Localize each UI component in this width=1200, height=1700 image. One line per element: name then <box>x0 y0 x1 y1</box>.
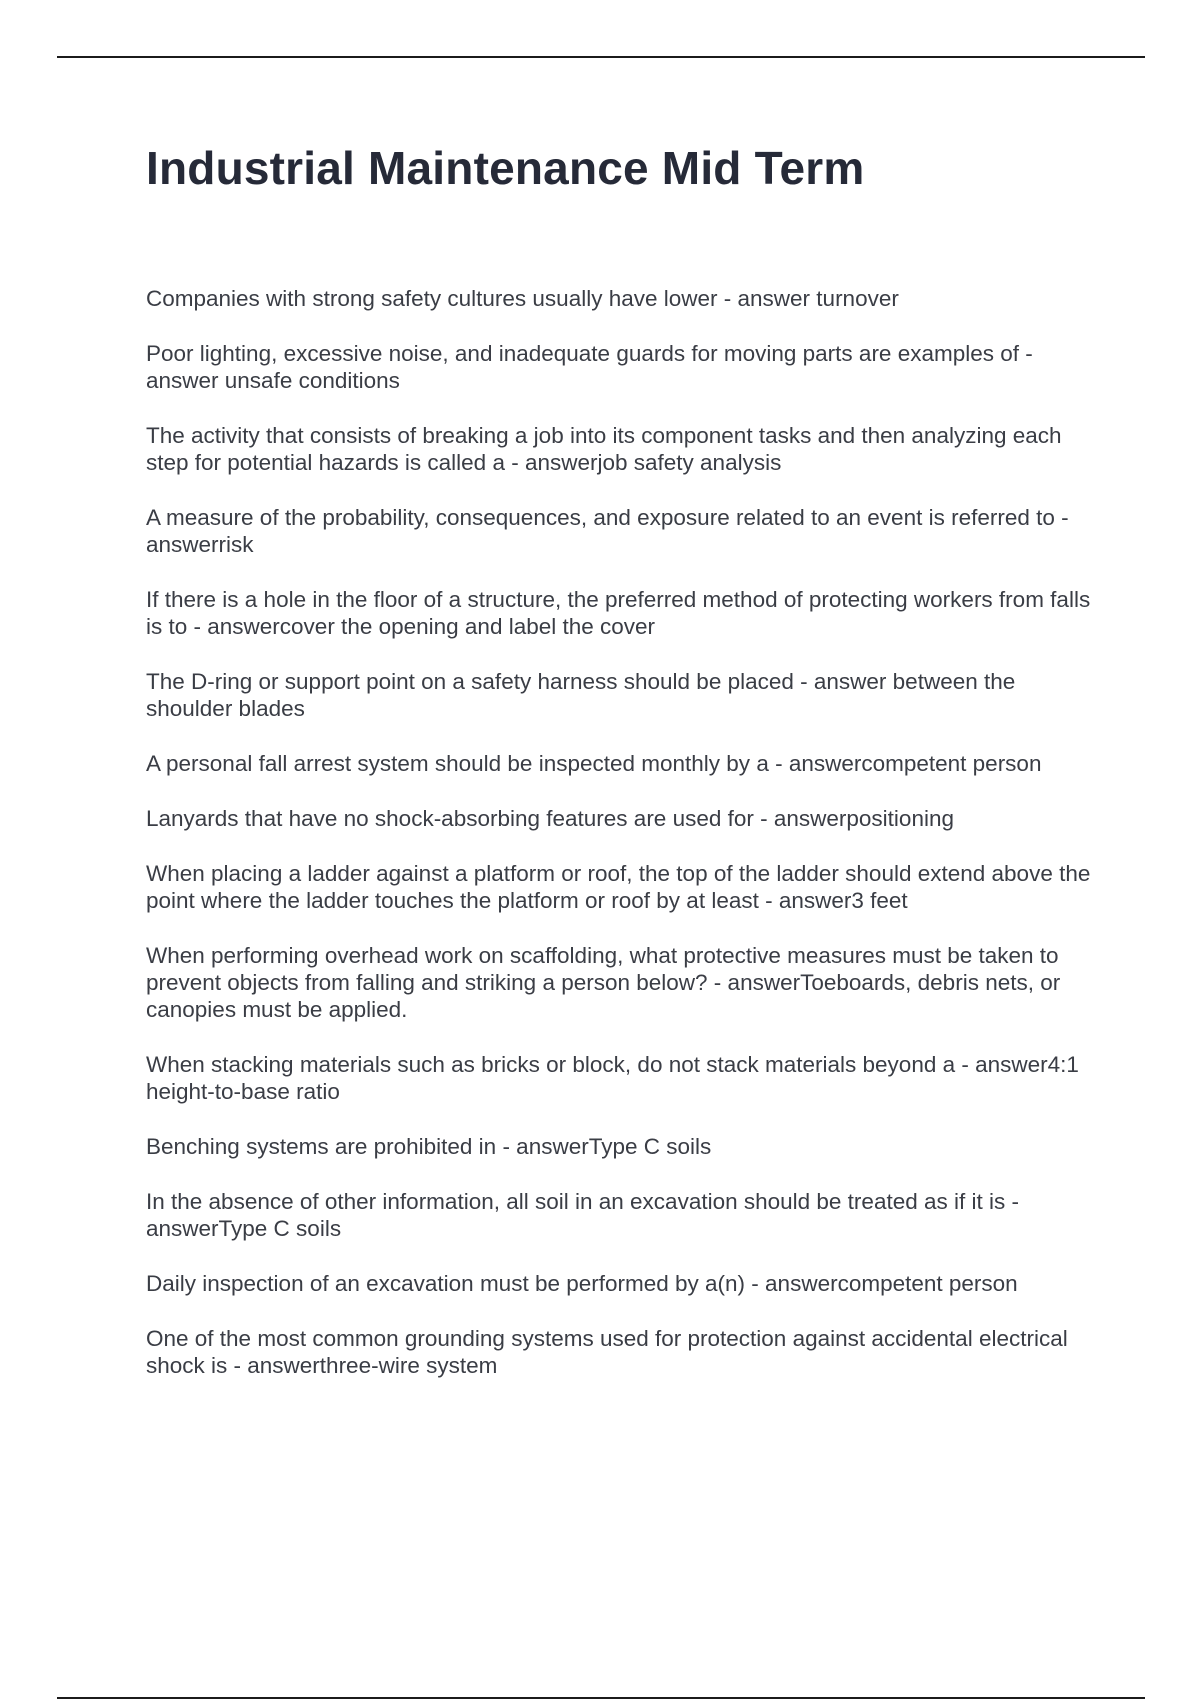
question-answer-item: A personal fall arrest system should be inspected monthly by a - answercompetent person <box>146 751 1042 776</box>
question-answer-item: The D-ring or support point on a safety harness should be placed - answer between the shoulder blades <box>146 669 1016 721</box>
top-rule <box>57 56 1145 58</box>
question-answer-item: Poor lighting, excessive noise, and inadequate guards for moving parts are examples of - answer unsafe conditions <box>146 341 1033 393</box>
bottom-rule <box>57 1697 1145 1699</box>
question-answer-item: When performing overhead work on scaffolding, what protective measures must be taken to prevent objects from falling and striking a person below? - answerToeboards, debris nets, or canopies must be applied. <box>146 943 1061 1022</box>
question-answer-item: In the absence of other information, all soil in an excavation should be treated as if it is - answerType C soils <box>146 1189 1019 1241</box>
question-answer-list <box>146 285 1096 1407</box>
question-answer-item: When placing a ladder against a platform or roof, the top of the ladder should extend above the point where the ladder touches the platform or roof by at least - answer3 feet <box>146 861 1091 913</box>
question-answer-item: Lanyards that have no shock-absorbing features are used for - answerpositioning <box>146 806 954 831</box>
question-answer-item: Daily inspection of an excavation must be performed by a(n) - answercompetent person <box>146 1271 1018 1296</box>
question-answer-item: The activity that consists of breaking a job into its component tasks and then analyzing each step for potential hazards is called a - answerjob safety analysis <box>146 423 1062 475</box>
question-answer-item: Benching systems are prohibited in - answerType C soils <box>146 1134 712 1159</box>
question-answer-item: When stacking materials such as bricks or block, do not stack materials beyond a - answer4:1 height-to-base ratio <box>146 1052 1079 1104</box>
document-title: Industrial Maintenance Mid Term <box>146 142 865 194</box>
question-answer-item: A measure of the probability, consequences, and exposure related to an event is referred to - answerrisk <box>146 505 1069 557</box>
question-answer-item: Companies with strong safety cultures usually have lower - answer turnover <box>146 286 899 311</box>
question-answer-item: If there is a hole in the floor of a structure, the preferred method of protecting workers from falls is to - answercover the opening and label the cover <box>146 587 1091 639</box>
question-answer-item: One of the most common grounding systems used for protection against accidental electrical shock is - answerthree-wire system <box>146 1326 1068 1378</box>
